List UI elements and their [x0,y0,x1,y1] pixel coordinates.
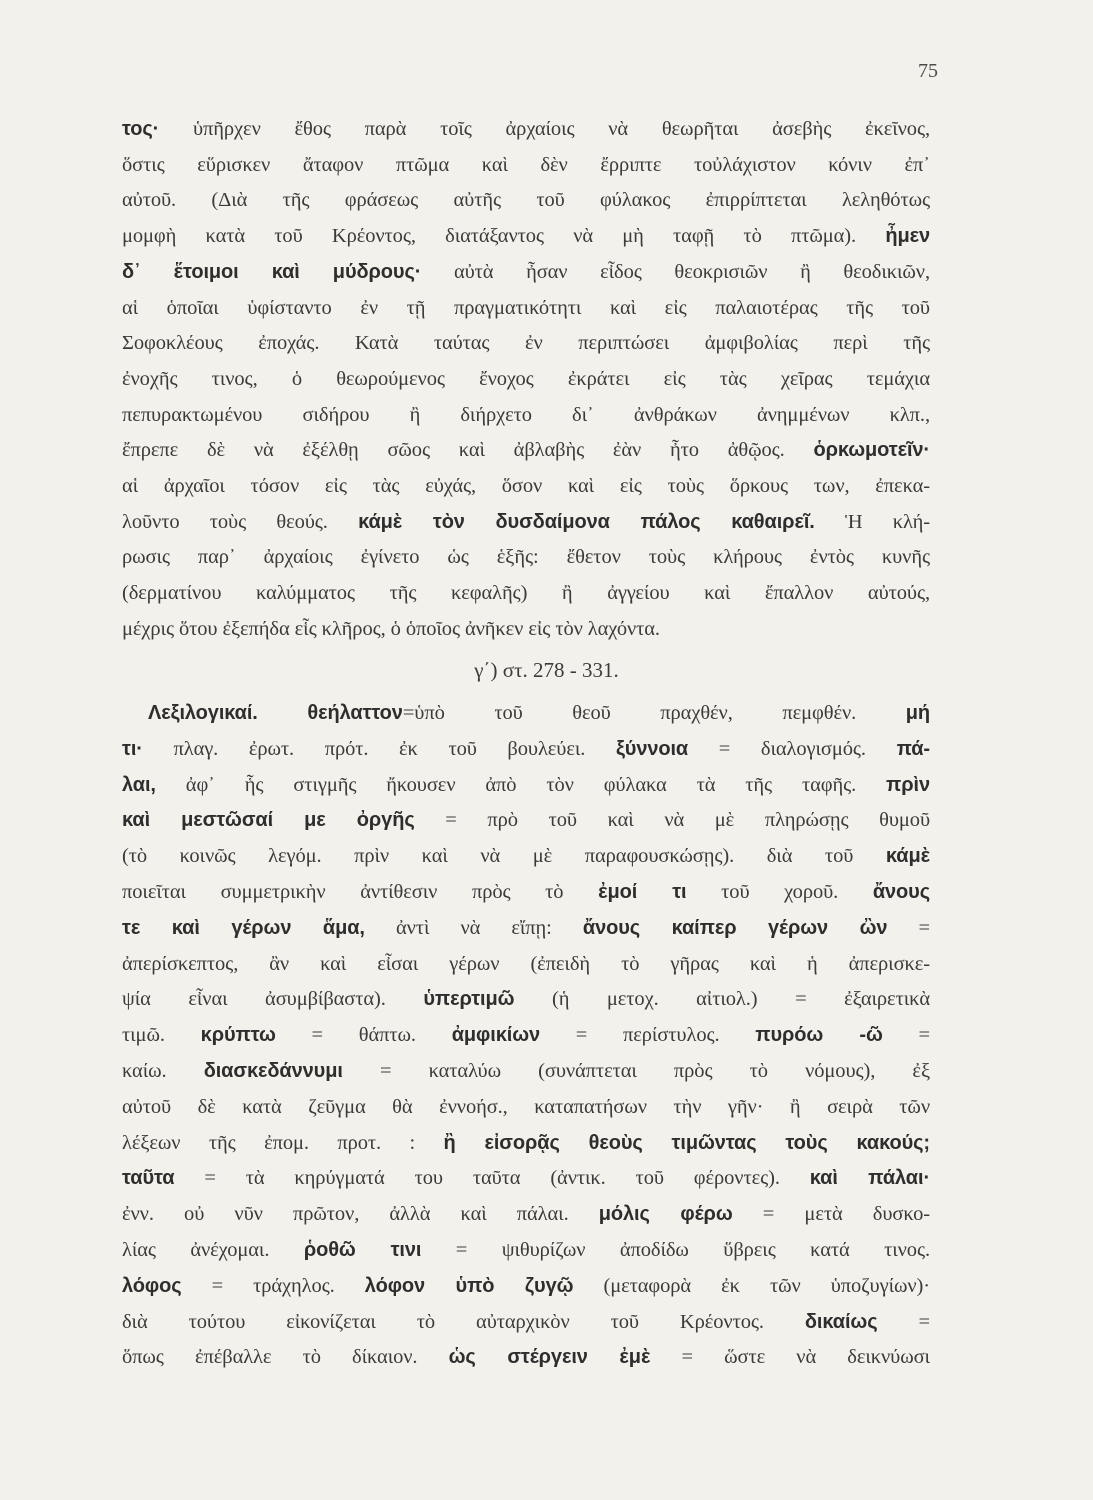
text-line [122,1092,930,1122]
text-line [122,614,930,644]
text-line [122,770,930,800]
bold-term: λόφον ὑπὸ ζυγῷ [364,1274,574,1297]
text-line [122,1199,930,1229]
section-heading: γ΄) στ. 278 - 331. [474,658,619,682]
text-run: αἱ ἀρχαῖοι τόσον εἰς τὰς εὐχάς, ὅσον καὶ εἰς τοὺς ὅρκους των, ἐπεκα- [122,475,930,497]
bold-term: ταῦτα [122,1167,175,1190]
bold-term: δ᾽ ἕτοιμοι καὶ μύδρους· [122,260,422,283]
text-run: = τὰ κηρύγματά του ταῦτα (ἀντικ. τοῦ φέροντες). [174,1167,810,1190]
text-line [122,578,930,608]
text-run: ἐνν. οὐ νῦν πρῶτον, ἀλλὰ καὶ πάλαι. [122,1203,599,1226]
text-run: ὅστις εὕρισκεν ἄταφον πτῶμα καὶ δὲν ἔρριπτε τοὐλάχιστον κόνιν ἐπ᾽ [122,153,930,176]
text-run: τιμῶ. [122,1024,201,1047]
text-run: =ὑπὸ τοῦ θεοῦ πραχθέν, πεμφθέν. [402,702,906,724]
bold-term: τι· [122,737,143,760]
bold-term: ἄνους [872,881,930,903]
bold-term: μόλις φέρω [598,1203,733,1226]
text-line [122,542,930,572]
text-run: = καταλύω (συνάπτεται πρὸς τὸ νόμους), ἐξ [342,1060,930,1082]
text-run: αὐτοῦ δὲ κατὰ ζεῦγμα θὰ ἐννοήσ., καταπατήσων τὴν γῆν· ἢ σειρὰ τῶν [122,1095,930,1118]
text-run: = θάπτω. [275,1024,452,1047]
text-run: πεπυρακτωμένου σιδήρου ἢ διήρχετο δι᾽ ἀνθράκων ἀνημμένων κλπ., [122,403,930,426]
text-line [122,293,930,323]
text-line [122,1271,930,1301]
text-run: = [887,916,931,939]
bold-term: ἐμοί τι [598,881,687,903]
text-run: πλαγ. ἐρωτ. πρότ. ἐκ τοῦ βουλεύει. [142,737,616,760]
text-line [122,150,930,180]
text-run: ὑπῆρχεν ἔθος παρὰ τοῖς ἀρχαίοις νὰ θεωρῆται ἀσεβὴς ἐκεῖνος, [159,118,930,140]
text-run: = ὥστε νὰ δεικνύωσι [650,1346,930,1369]
text-line [122,841,930,871]
text-line [122,1342,930,1372]
text-run: = πρὸ τοῦ καὶ νὰ μὲ πληρώσῃς θυμοῦ [414,809,930,832]
text-line [122,364,930,394]
text-run: ἀπερίσκεπτος, ἂν καὶ εἶσαι γέρων (ἐπειδὴ τὸ γῆρας καὶ ἡ ἀπερισκε- [122,952,930,975]
bold-term: καὶ πάλαι· [809,1167,931,1190]
bold-term: κάμὲ [885,845,930,868]
bold-term: κρύπτω [200,1024,276,1047]
text-run: = ψιθυρίζων ἀποδίδω ὕβρεις κατά τινος. [421,1239,930,1261]
bold-term: ξύννοια [615,737,689,760]
bold-term: ὑπερτιμῶ [423,988,515,1011]
text-line [122,1235,930,1265]
bold-term: ἢ εἰσορᾷς θεοὺς τιμῶντας τοὺς κακούς; [443,1131,930,1154]
text-line [122,984,930,1014]
text-run: ἀφ᾽ ἧς στιγμῆς ἤκουσεν ἀπὸ τὸν φύλακα τὰ τῆς ταφῆς. [155,773,887,796]
bold-term: Λεξιλογικαί. [148,702,258,724]
text-run: αὐτὰ ἦσαν εἶδος θεοκρισιῶν ἢ θεοδικιῶν, [421,260,930,283]
bold-term: λαι, [122,773,156,796]
text-run: μέχρις ὅτου ἐξεπήδα εἷς κλῆρος, ὁ ὁποῖος ἀνῆκεν εἰς τὸν λαχόντα. [122,617,660,640]
text-line [122,1128,930,1158]
text-line [122,435,930,465]
text-run: = μετὰ δυσκο- [732,1203,930,1226]
text-run: ἐνοχῆς τινος, ὁ θεωρούμενος ἔνοχος ἐκράτει εἰς τὰς χεῖρας τεμάχια [122,367,930,390]
text-run: = διαλογισμός. [688,737,897,760]
text-run: ψία εἶναι ἀσυμβίβαστα). [122,988,424,1011]
text-run: (ἡ μετοχ. αἰτιολ.) = ἐξαιρετικὰ [514,988,930,1011]
text-line [122,1307,930,1337]
text-run: μομφὴ κατὰ τοῦ Κρέοντος, διατάξαντος νὰ μὴ ταφῇ τὸ πτῶμα). [122,225,886,248]
text-line [122,257,930,287]
text-line [122,949,930,979]
text-line [148,698,930,728]
bold-term: ὡς στέργειν ἐμὲ [448,1346,651,1369]
text-run: τοῦ χοροῦ. [686,881,873,903]
text-run: (τὸ κοινῶς λεγόμ. πρὶν καὶ νὰ μὲ παραφουσκώσῃς). διὰ τοῦ [122,845,886,868]
bold-term: ὁρκωμοτεῖν· [813,439,930,462]
text-line [122,805,930,835]
text-run: = [877,1310,930,1333]
text-run: ἀντὶ νὰ εἴπῃ: [364,916,583,939]
text-line [122,185,930,215]
bold-term: πυρόω -ῶ [755,1024,883,1047]
text-run: Ἡ κλή- [814,510,930,533]
bold-term: κάμὲ τὸν δυσδαίμονα πάλος καθαιρεῖ. [358,510,815,533]
text-line [122,507,930,537]
bold-term: θεήλαττον [307,702,403,724]
text-run: διὰ τούτου εἰκονίζεται τὸ αὐταρχικὸν τοῦ Κρέοντος. [122,1310,805,1333]
text-line [122,471,930,501]
text-run [258,702,308,724]
text-run: = τράχηλος. [181,1274,365,1297]
text-line [122,400,930,430]
bold-term: δικαίως [804,1310,878,1333]
bold-term: καὶ μεστῶσαί με ὀργῆς [122,809,415,832]
text-run: λέξεων τῆς ἐπομ. προτ. : [122,1131,444,1154]
text-line [122,734,930,764]
text-line [122,221,930,251]
text-line [122,1056,930,1086]
bold-term: λόφος [122,1274,182,1297]
text-line [122,1163,930,1193]
page-number: 75 [918,60,938,82]
text-run: αἱ ὁποῖαι ὑφίσταντο ἐν τῇ πραγματικότητι καὶ εἰς παλαιοτέρας τῆς τοῦ [122,296,930,319]
text-run: (δερματίνου καλύμματος τῆς κεφαλῆς) ἢ ἀγγείου καὶ ἔπαλλον αὐτούς, [122,582,930,605]
text-run: = [882,1024,931,1047]
text-line [122,1020,930,1050]
text-run: Σοφοκλέους ἐποχάς. Κατὰ ταύτας ἐν περιπτώσει ἀμφιβολίας περὶ τῆς [122,332,930,355]
bold-term: πά- [896,737,930,760]
text-run: λοῦντο τοὺς θεούς. [122,510,359,533]
text-run: ἔπρεπε δὲ νὰ ἐξέλθῃ σῶος καὶ ἀβλαβὴς ἐὰν ἦτο ἀθῷος. [122,439,814,462]
bold-term: τε καὶ γέρων ἅμα, [122,916,365,939]
text-line [122,877,930,907]
text-line [122,913,930,943]
text-run: (μεταφορὰ ἐκ τῶν ὑποζυγίων)· [573,1274,930,1297]
bold-term: ἄνους καίπερ γέρων ὢν [582,916,888,939]
text-run: ποιεῖται συμμετρικὴν ἀντίθεσιν πρὸς τὸ [122,881,599,903]
text-run: αὐτοῦ. (Διὰ τῆς φράσεως αὐτῆς τοῦ φύλακος ἐπιρρίπτεται λεληθότως [122,189,930,212]
text-run: λίας ἀνέχομαι. [122,1239,304,1261]
bold-term: ἦμεν [885,225,930,248]
text-run: ὅπως ἐπέβαλλε τὸ δίκαιον. [122,1346,449,1369]
text-line [122,114,930,144]
bold-term: τος· [122,118,160,140]
text-run: καίω. [122,1060,204,1082]
bold-term: ἀμφικίων [451,1024,541,1047]
text-run: ρωσις παρ᾽ ἀρχαίοις ἐγίνετο ὡς ἑξῆς: ἔθετον τοὺς κλήρους ἐντὸς κυνῆς [122,546,930,569]
text-run: = περίστυλος. [540,1024,756,1047]
bold-term: ῥοθῶ τινι [303,1239,422,1261]
bold-term: μή [905,702,931,724]
text-line [122,328,930,358]
bold-term: διασκεδάννυμι [203,1060,343,1082]
bold-term: πρὶν [886,773,930,796]
